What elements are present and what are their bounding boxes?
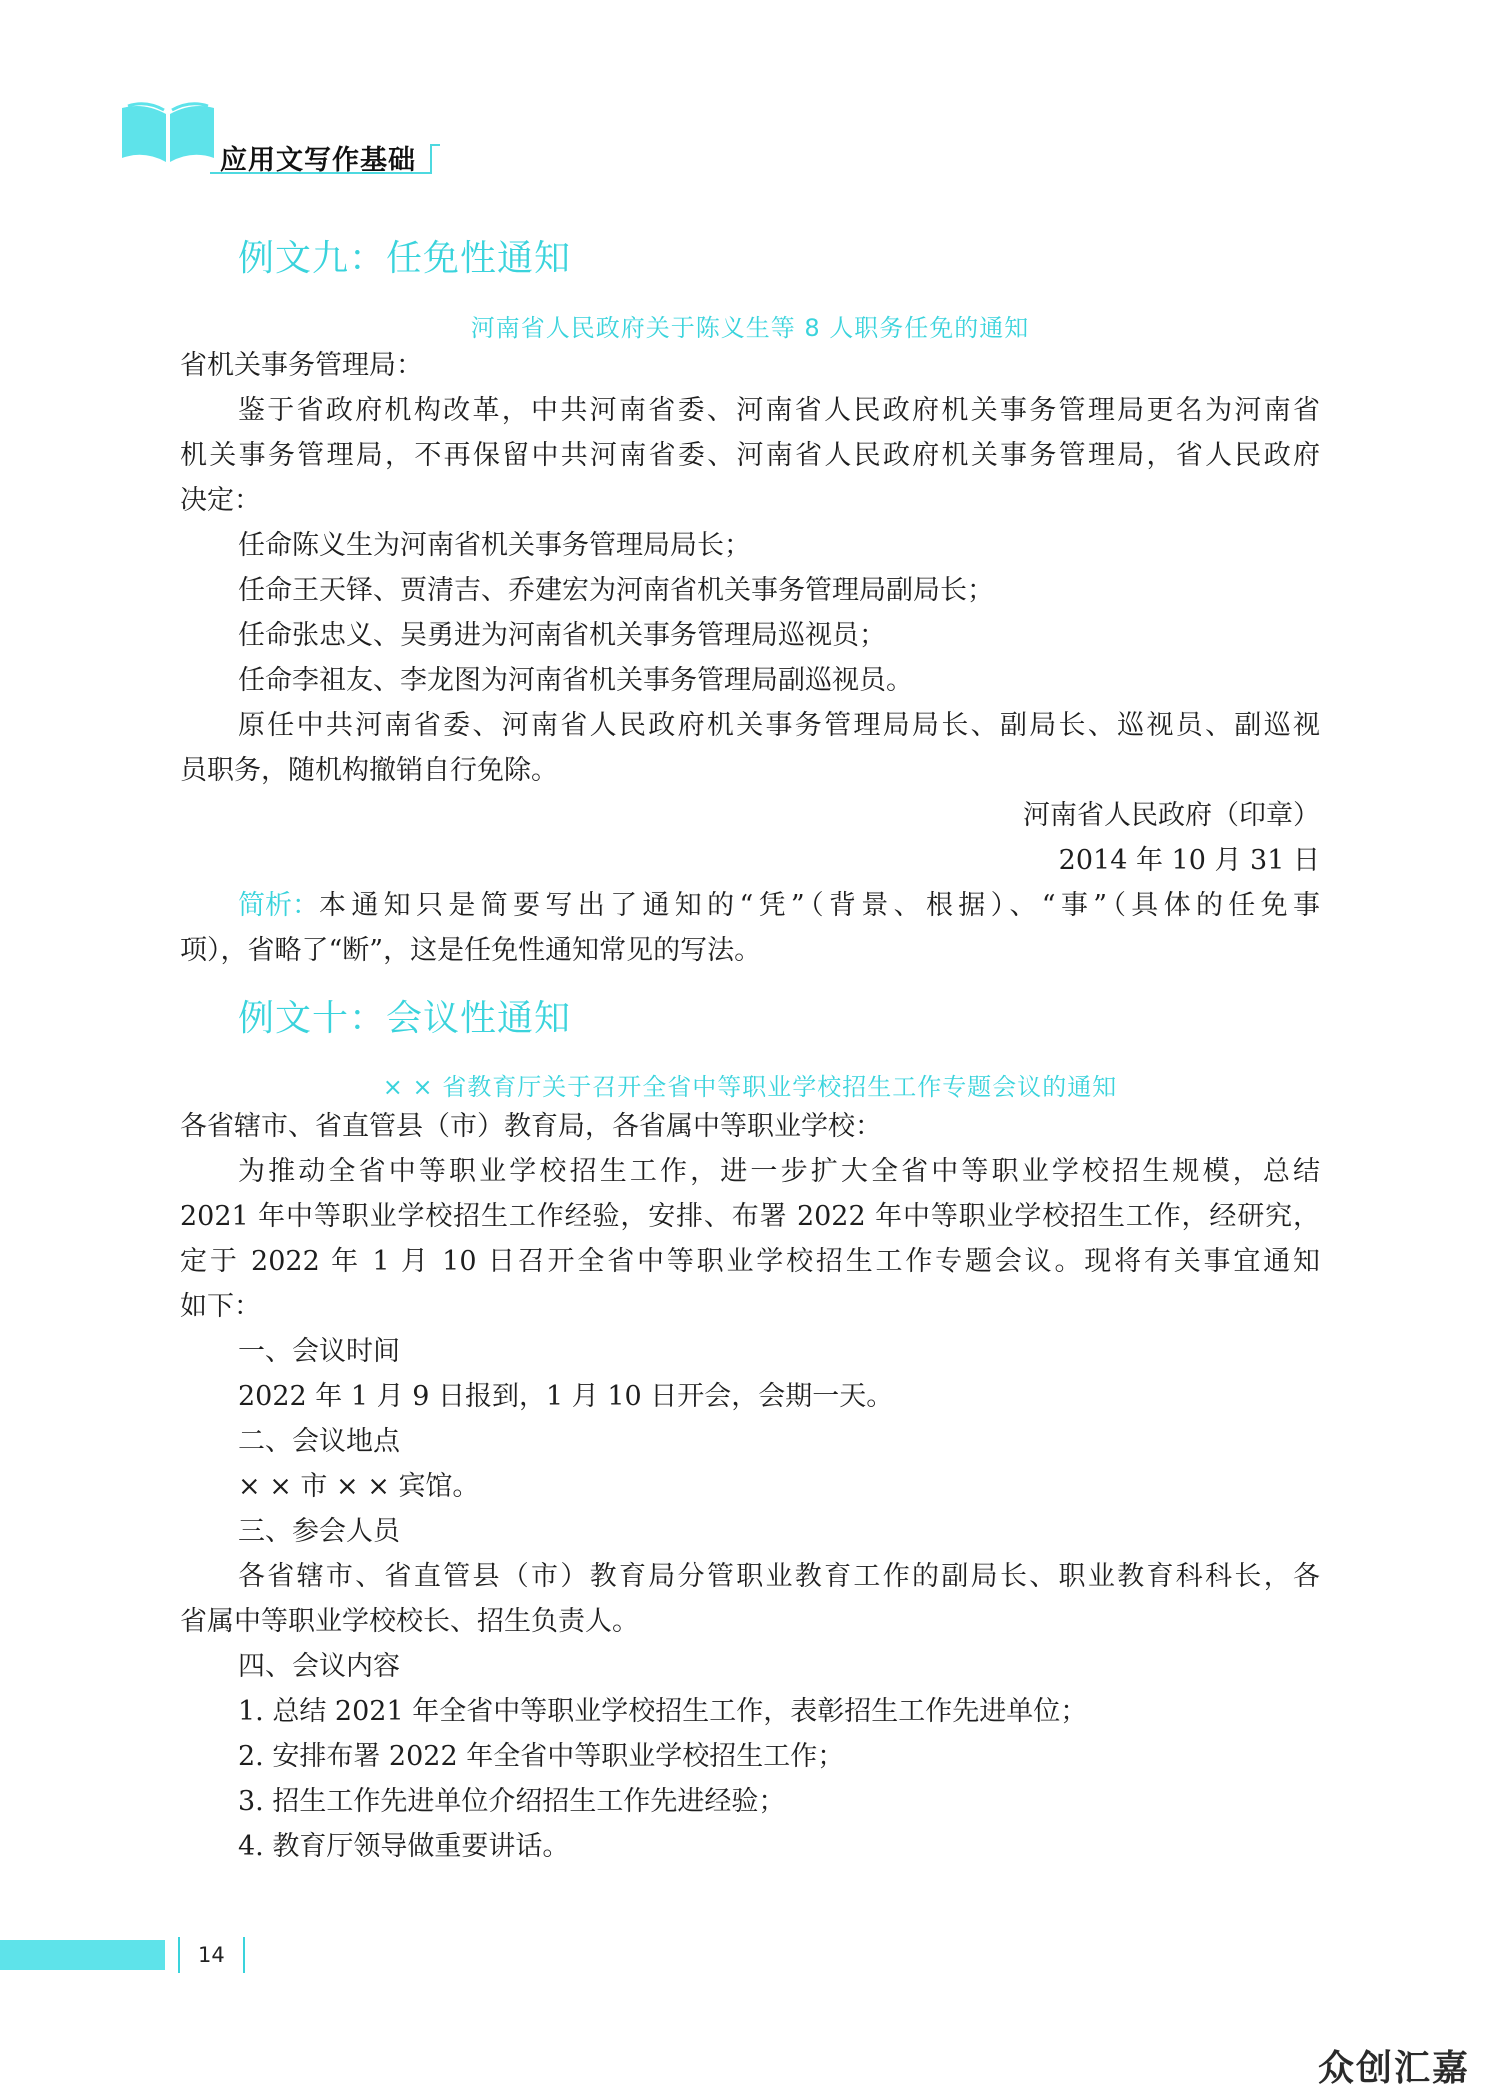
example10-line: 省属中等职业学校校长、招生负责人。 — [180, 1606, 639, 1637]
example10-line: 2021 年中等职业学校招生工作经验，安排、布署 2022 年中等职业学校招生工作，经研究， — [180, 1201, 1320, 1232]
example10-line: 定于 2022 年 1 月 10 日召开全省中等职业学校招生工作专题会议。现将有关事宜通知 — [180, 1246, 1320, 1277]
header-bracket-top — [430, 144, 440, 146]
example9-line: 任命王天铎、贾清吉、乔建宏为河南省机关事务管理局副局长； — [238, 575, 994, 606]
example9-line: 原任中共河南省委、河南省人民政府机关事务管理局局长、副局长、巡视员、副巡视 — [238, 710, 1320, 741]
footer-accent-bar — [0, 1940, 165, 1970]
note-text: 本通知只是简要写出了通知的“凭”（背景、根据）、“事”（具体的任免事 — [319, 890, 1320, 921]
page-header — [118, 100, 448, 180]
example10-line: 各省辖市、省直管县（市）教育局分管职业教育工作的副局长、职业教育科科长，各 — [238, 1561, 1320, 1592]
example10-line: × × 市 × × 宾馆。 — [238, 1471, 480, 1502]
example10-line: 如下： — [180, 1291, 261, 1322]
note-label: 简析： — [238, 890, 319, 921]
example10-line: 2. 安排布署 2022 年全省中等职业学校招生工作； — [238, 1741, 845, 1772]
example9-line: 决定： — [180, 485, 261, 516]
example9-note — [238, 892, 1320, 919]
example9-line: 任命陈义生为河南省机关事务管理局局长； — [238, 530, 751, 561]
example9-line: 机关事务管理局，不再保留中共河南省委、河南省人民政府机关事务管理局，省人民政府 — [180, 440, 1320, 471]
footer-divider — [243, 1937, 245, 1973]
example10-doc-title: × × 省教育厅关于召开全省中等职业学校招生工作专题会议的通知 — [382, 1073, 1118, 1101]
example9-heading: 例文九：任免性通知 — [238, 238, 572, 279]
example10-line: 四、会议内容 — [238, 1651, 400, 1682]
open-book-icon — [118, 100, 218, 170]
example10-line: 4. 教育厅领导做重要讲话。 — [238, 1831, 570, 1862]
header-bracket — [430, 144, 432, 174]
book-title: 应用文写作基础 — [220, 145, 416, 176]
example9-note-cont: 项），省略了“断”，这是任免性通知常见的写法。 — [180, 935, 762, 966]
page-number: 14 — [198, 1943, 225, 1967]
example9-line: 省机关事务管理局： — [180, 350, 423, 381]
example10-line: 2022 年 1 月 9 日报到，1 月 10 日开会，会期一天。 — [238, 1381, 894, 1412]
example10-line: 为推动全省中等职业学校招生工作，进一步扩大全省中等职业学校招生规模，总结 — [238, 1156, 1320, 1187]
example9-line: 任命李祖友、李龙图为河南省机关事务管理局副巡视员。 — [238, 665, 913, 696]
watermark: 众创汇嘉 — [1318, 2048, 1471, 2089]
example9-line: 员职务，随机构撤销自行免除。 — [180, 755, 558, 786]
example10-line: 一、会议时间 — [238, 1336, 400, 1367]
example10-line: 1. 总结 2021 年全省中等职业学校招生工作，表彰招生工作先进单位； — [238, 1696, 1088, 1727]
example10-line: 二、会议地点 — [238, 1426, 400, 1457]
example9-date: 2014 年 10 月 31 日 — [1058, 845, 1320, 876]
example9-line: 鉴于省政府机构改革，中共河南省委、河南省人民政府机关事务管理局更名为河南省 — [238, 395, 1320, 426]
example9-line: 任命张忠义、吴勇进为河南省机关事务管理局巡视员； — [238, 620, 886, 651]
example10-line: 各省辖市、省直管县（市）教育局，各省属中等职业学校： — [180, 1111, 882, 1142]
example10-heading: 例文十：会议性通知 — [238, 998, 572, 1039]
example10-line: 三、参会人员 — [238, 1516, 400, 1547]
footer-divider — [178, 1937, 180, 1973]
example9-doc-title: 河南省人民政府关于陈义生等 8 人职务任免的通知 — [470, 314, 1030, 342]
example10-line: 3. 招生工作先进单位介绍招生工作先进经验； — [238, 1786, 786, 1817]
header-underline — [210, 172, 430, 174]
example9-signature: 河南省人民政府（印章） — [1023, 800, 1320, 831]
